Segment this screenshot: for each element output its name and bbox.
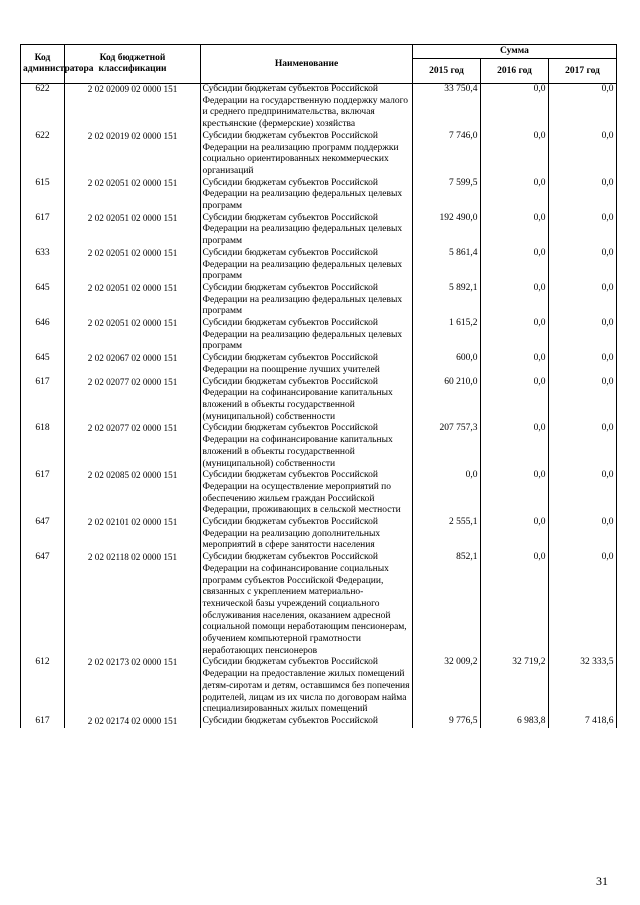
amount-2017-cell: 0,0 xyxy=(601,177,614,188)
budget-code-cell: 2 02 02009 02 0000 151 xyxy=(87,84,178,94)
amount-2015-cell: 5 861,4 xyxy=(449,247,478,258)
budget-code-cell: 2 02 02019 02 0000 151 xyxy=(87,130,178,141)
budget-code-cell: 2 02 02051 02 0000 151 xyxy=(87,247,178,258)
amount-2015-cell: 600,0 xyxy=(456,353,478,364)
name-cell: Субсидии бюджетам субъектов Российской Федерации на софинансирование капитальных вложений в объекты государственной (муниципальной) собственности xyxy=(202,376,393,422)
column-divider-line xyxy=(64,84,65,728)
admin-code-cell: 646 xyxy=(35,318,50,329)
header-year-2016: 2016 год xyxy=(481,59,549,84)
table-body xyxy=(21,84,617,728)
budget-code-cell: 2 02 02051 02 0000 151 xyxy=(87,177,178,188)
name-cell: Субсидии бюджетам субъектов Российской Федерации на софинансирование капитальных вложений в объекты государственной (муниципальной) собственности xyxy=(202,423,393,469)
table-row xyxy=(21,552,617,657)
amount-2016-cell: 0,0 xyxy=(533,84,546,94)
amount-2015-cell: 192 490,0 xyxy=(439,212,478,223)
name-cell: Субсидии бюджетам субъектов Российской Федерации на реализацию дополнительных мероприятий в сфере занятости населения xyxy=(202,517,381,551)
name-cell: Субсидии бюджетам субъектов Российской Федерации на софинансирование социальных программ субъектов Российской Федерации, связанных с укреплением материально-технической базы учреждений социального обслуживания населения, оказанием адресной социальной помощи неработающим пенсионерам, обучением компьютерной грамотности неработающих пенсионеров xyxy=(202,552,407,656)
amount-2017-cell: 0,0 xyxy=(601,353,614,364)
admin-code-cell: 645 xyxy=(35,353,50,364)
budget-table xyxy=(20,44,617,728)
budget-code-cell: 2 02 02174 02 0000 151 xyxy=(87,715,178,726)
table-row xyxy=(21,353,617,376)
header-year-2015: 2015 год xyxy=(413,59,481,84)
table-row xyxy=(21,178,617,213)
table-row xyxy=(21,657,617,716)
table-row xyxy=(21,377,617,424)
amount-2017-cell: 0,0 xyxy=(601,517,614,528)
table-row xyxy=(21,213,617,248)
admin-code-cell: 622 xyxy=(35,84,50,94)
admin-code-cell: 645 xyxy=(35,282,50,293)
amount-2016-cell: 0,0 xyxy=(533,470,546,481)
amount-2015-cell: 60 210,0 xyxy=(444,376,478,387)
amount-2016-cell: 0,0 xyxy=(533,212,546,223)
amount-2016-cell: 0,0 xyxy=(533,353,546,364)
column-divider-line xyxy=(616,84,617,728)
table-row xyxy=(21,248,617,283)
amount-2017-cell: 0,0 xyxy=(601,84,614,94)
admin-code-cell: 615 xyxy=(35,177,50,188)
admin-code-cell: 647 xyxy=(35,517,50,528)
header-budget-code: Код бюджетной классификации xyxy=(65,45,201,84)
amount-2015-cell: 9 776,5 xyxy=(449,715,478,726)
admin-code-cell: 647 xyxy=(35,552,50,563)
name-cell: Субсидии бюджетам субъектов Российской Федерации на предоставление жилых помещений детям-сиротам и детям, оставшимся без попечения родителей, лицам из их числа по договорам найма специализированных жилых помещений xyxy=(202,657,410,715)
amount-2015-cell: 207 757,3 xyxy=(439,423,478,434)
amount-2016-cell: 0,0 xyxy=(533,130,546,141)
amount-2016-cell: 0,0 xyxy=(533,247,546,258)
amount-2015-cell: 33 750,4 xyxy=(444,84,478,94)
budget-code-cell: 2 02 02067 02 0000 151 xyxy=(87,353,178,364)
name-cell: Субсидии бюджетам субъектов Российской Федерации на поощрение лучших учителей xyxy=(202,353,380,375)
table-row xyxy=(21,470,617,517)
table-row xyxy=(21,517,617,552)
name-cell: Субсидии бюджетам субъектов Российской Федерации на реализацию федеральных целевых программ xyxy=(202,177,403,212)
name-cell: Субсидии бюджетам субъектов Российской Федерации на реализацию федеральных целевых программ xyxy=(202,282,403,317)
amount-2015-cell: 5 892,1 xyxy=(449,282,478,293)
admin-code-cell: 617 xyxy=(35,715,50,726)
admin-code-cell: 617 xyxy=(35,212,50,223)
amount-2016-cell: 6 983,8 xyxy=(517,715,546,726)
table-header xyxy=(21,45,617,84)
amount-2015-cell: 7 746,0 xyxy=(449,130,478,141)
column-divider-line xyxy=(200,84,201,728)
budget-code-cell: 2 02 02101 02 0000 151 xyxy=(87,517,178,528)
amount-2017-cell: 0,0 xyxy=(601,282,614,293)
budget-code-cell: 2 02 02077 02 0000 151 xyxy=(87,376,178,387)
admin-code-cell: 622 xyxy=(35,130,50,141)
header-name: Наименование xyxy=(201,45,413,84)
budget-code-cell: 2 02 02051 02 0000 151 xyxy=(87,212,178,223)
table-row xyxy=(21,283,617,318)
name-cell: Субсидии бюджетам субъектов Российской Федерации на реализацию федеральных целевых программ xyxy=(202,212,403,247)
table-row xyxy=(21,84,617,131)
amount-2016-cell: 0,0 xyxy=(533,423,546,434)
column-divider-line xyxy=(548,84,549,728)
name-cell: Субсидии бюджетам субъектов Российской Федерации на осуществление мероприятий по обеспечению жильем граждан Российской Федерации, проживающих в сельской местности xyxy=(202,470,401,516)
table-row xyxy=(21,423,617,470)
budget-code-cell: 2 02 02051 02 0000 151 xyxy=(87,318,178,329)
amount-2016-cell: 0,0 xyxy=(533,177,546,188)
name-cell: Субсидии бюджетам субъектов Российской Федерации на реализацию федеральных целевых программ xyxy=(202,318,403,352)
budget-code-cell: 2 02 02077 02 0000 151 xyxy=(87,423,178,434)
header-amount: Сумма xyxy=(413,45,617,59)
table-row xyxy=(21,716,617,728)
amount-2015-cell: 2 555,1 xyxy=(449,517,478,528)
header-year-2017: 2017 год xyxy=(549,59,617,84)
column-divider-line xyxy=(20,84,21,728)
amount-2017-cell: 0,0 xyxy=(601,130,614,141)
name-cell: Субсидии бюджетам субъектов Российской Федерации на государственную поддержку малого и среднего предпринимательства, включая крестьянские (фермерские) хозяйства xyxy=(202,84,409,130)
budget-code-cell: 2 02 02051 02 0000 151 xyxy=(87,282,178,293)
page-number: 31 xyxy=(596,874,608,888)
admin-code-cell: 618 xyxy=(35,423,50,434)
amount-2017-cell: 0,0 xyxy=(601,247,614,258)
admin-code-cell: 633 xyxy=(35,247,50,258)
column-divider-line xyxy=(412,84,413,728)
table-row xyxy=(21,318,617,353)
name-cell: Субсидии бюджетам субъектов Российской xyxy=(202,715,378,726)
amount-2017-cell: 0,0 xyxy=(601,470,614,481)
amount-2017-cell: 32 333,5 xyxy=(580,657,614,668)
column-divider-line xyxy=(480,84,481,728)
amount-2017-cell: 0,0 xyxy=(601,552,614,563)
amount-2015-cell: 7 599,5 xyxy=(449,177,478,188)
amount-2016-cell: 32 719,2 xyxy=(512,657,546,668)
budget-code-cell: 2 02 02118 02 0000 151 xyxy=(87,552,178,563)
admin-code-cell: 612 xyxy=(35,657,50,668)
budget-code-cell: 2 02 02085 02 0000 151 xyxy=(87,470,178,481)
amount-2016-cell: 0,0 xyxy=(533,517,546,528)
amount-2016-cell: 0,0 xyxy=(533,282,546,293)
amount-2017-cell: 0,0 xyxy=(601,423,614,434)
amount-2017-cell: 0,0 xyxy=(601,376,614,387)
amount-2015-cell: 852,1 xyxy=(456,552,478,563)
name-cell: Субсидии бюджетам субъектов Российской Федерации на реализацию программ поддержки социально ориентированных некоммерческих организаций xyxy=(202,130,399,176)
amount-2016-cell: 0,0 xyxy=(533,376,546,387)
amount-2016-cell: 0,0 xyxy=(533,318,546,329)
amount-2017-cell: 7 418,6 xyxy=(585,715,614,726)
amount-2017-cell: 0,0 xyxy=(601,212,614,223)
table-row xyxy=(21,131,617,178)
name-cell: Субсидии бюджетам субъектов Российской Федерации на реализацию федеральных целевых программ xyxy=(202,247,403,282)
amount-2015-cell: 32 009,2 xyxy=(444,657,478,668)
admin-code-cell: 617 xyxy=(35,470,50,481)
amount-2015-cell: 0,0 xyxy=(465,470,478,481)
amount-2017-cell: 0,0 xyxy=(601,318,614,329)
admin-code-cell: 617 xyxy=(35,376,50,387)
header-admin-code: Код администратора xyxy=(21,45,65,84)
amount-2016-cell: 0,0 xyxy=(533,552,546,563)
amount-2015-cell: 1 615,2 xyxy=(449,318,478,329)
budget-code-cell: 2 02 02173 02 0000 151 xyxy=(87,657,178,668)
